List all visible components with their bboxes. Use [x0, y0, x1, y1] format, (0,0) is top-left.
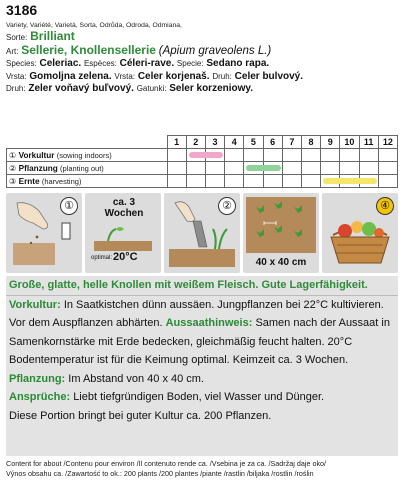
aussaat-line-2: Samenkornstärke mit Erde bedecken, gleichmäßig feucht halten. 20°C [9, 335, 353, 348]
cell [244, 149, 263, 162]
row-number: ① [9, 151, 17, 160]
vorkultur-paragraph [6, 296, 398, 315]
cell [282, 162, 301, 175]
species-value-en: Celeriac. [39, 58, 82, 70]
anspruche-text: Liebt tiefgründigen Boden, viel Wasser und Dünger. [73, 391, 325, 403]
druh-value-sk: Zeler voňavý buľvový. [28, 82, 134, 94]
cell [244, 175, 263, 188]
cell [340, 175, 359, 188]
calendar-table [6, 135, 398, 188]
cell [167, 162, 186, 175]
druh-row [6, 83, 398, 95]
calendar-row-label [7, 162, 168, 175]
cell [378, 175, 397, 188]
sorte-label: Sorte: [6, 33, 28, 42]
row-sub: (sowing indoors) [56, 151, 112, 160]
cell [205, 149, 224, 162]
calendar-row-ernte [7, 175, 398, 188]
vorkultur-heading: Vorkultur: [9, 298, 61, 311]
gatunki-label: Gatunki: [136, 83, 167, 93]
cell [244, 162, 263, 175]
cell [282, 149, 301, 162]
cell [225, 149, 244, 162]
species-label-fr: Espèces: [83, 59, 117, 69]
cell [340, 162, 359, 175]
calendar-header-row [7, 136, 398, 149]
species-label-it: Specie: [176, 59, 204, 69]
month-1: 1 [167, 136, 186, 149]
art-label: Art: [6, 47, 19, 57]
vrsta-label-2: Vrsta: [114, 71, 136, 81]
pflanzung-paragraph [6, 370, 398, 389]
abhaerten-text: Vor dem Auspflanzen abhärten. [9, 317, 163, 329]
cell [225, 162, 244, 175]
row-number: ② [9, 164, 17, 173]
step-number-2: ② [218, 197, 236, 215]
cell [186, 175, 205, 188]
calendar-row-label [7, 175, 168, 188]
month-5: 5 [244, 136, 263, 149]
footer-line-2: Výnos obsahu ca. /Zawartość to ok.: 200 plants /200 plantes /piante /rastlin /biljaka /rostlin /roślin [6, 469, 314, 478]
cell [225, 175, 244, 188]
row-sub: (harvesting) [41, 177, 82, 186]
instructions [6, 276, 398, 456]
illustration-panels [6, 193, 398, 273]
druh-label-sk: Druh: [6, 83, 26, 93]
calendar-row-pflanzung [7, 162, 398, 175]
optimal-temperature: 20°C [113, 251, 138, 263]
cell [282, 175, 301, 188]
druh-label-cz: Druh: [212, 71, 232, 81]
abhaerten-paragraph [6, 314, 398, 333]
anspruche-heading: Ansprüche: [9, 391, 71, 403]
calendar-row-vorkultur [7, 149, 398, 162]
intro-text [6, 276, 398, 295]
calendar-corner [7, 136, 168, 149]
cell [301, 149, 320, 162]
pflanzung-heading: Pflanzung: [9, 372, 66, 385]
cell [167, 175, 186, 188]
spacing-value: 40 x 40 cm [255, 257, 307, 268]
pflanzung-text: Im Abstand von 40 x 40 cm. [68, 372, 205, 385]
cell [186, 162, 205, 175]
month-9: 9 [321, 136, 340, 149]
month-6: 6 [263, 136, 282, 149]
vrsta-label-1: Vrsta: [6, 71, 27, 81]
cell [263, 149, 282, 162]
packet-header [6, 2, 398, 95]
cell [340, 149, 359, 162]
panel-planting [164, 193, 240, 273]
row-name: Ernte [18, 177, 40, 186]
art-value: Sellerie, Knollensellerie [21, 43, 156, 58]
vrsta-row [6, 71, 398, 83]
cell [321, 175, 340, 188]
gatunki-value: Seler korzeniowy. [169, 82, 254, 94]
row-name: Vorkultur [18, 151, 55, 160]
month-4: 4 [225, 136, 244, 149]
cell [359, 149, 378, 162]
vrsta-value-2: Celer korjenaš. [137, 70, 210, 82]
vorkultur-text: In Saatkistchen dünn aussäen. Jungpflanzen bei 22°C kultivieren. [63, 298, 384, 311]
footer-line-1: Content for about /Contenu pour environ /Il contenuto rende ca. /Vsebina je za ca. /Sadržaj daje oko/ [6, 459, 327, 468]
intro-bold: Große, glatte, helle Knollen mit weißem Fleisch. Gute Lagerfähigkeit. [9, 279, 368, 291]
month-2: 2 [186, 136, 205, 149]
species-value-it: Sedano rapa. [206, 58, 270, 70]
anspruche-paragraph [6, 388, 398, 407]
sorte-row [6, 30, 398, 44]
month-11: 11 [359, 136, 378, 149]
cell [301, 162, 320, 175]
month-8: 8 [301, 136, 320, 149]
product-code: 3186 [6, 2, 38, 18]
month-12: 12 [378, 136, 397, 149]
art-latin: (Apium graveolens L.) [158, 45, 272, 58]
month-10: 10 [340, 136, 359, 149]
panel-spacing [243, 193, 319, 273]
cell [205, 162, 224, 175]
variety-line: Variety, Variété, Varietà, Sorta, Odrůda, Odroda, Odmiana, [6, 22, 182, 29]
step-number-1: ① [60, 197, 78, 215]
panel-sowing [6, 193, 82, 273]
aussaat-text: Samen nach der Aussaat in [255, 317, 390, 329]
month-3: 3 [205, 136, 224, 149]
cell [321, 149, 340, 162]
vrsta-value-1: Gomoljna zelena. [29, 70, 112, 82]
sorte-value: Brilliant [30, 29, 75, 43]
row-number: ③ [9, 177, 17, 186]
species-value-fr: Céleri-rave. [119, 58, 175, 70]
cell [186, 149, 205, 162]
cell [263, 162, 282, 175]
footer [6, 459, 398, 479]
aussaat-line-3: Bodentemperatur ist für die Keimung optimal. Keimzeit ca. 3 Wochen. [9, 354, 349, 366]
cell [263, 175, 282, 188]
cell [301, 175, 320, 188]
row-sub: (planting out) [60, 164, 104, 173]
germination-time: ca. 3 Wochen [104, 197, 144, 219]
month-7: 7 [282, 136, 301, 149]
growing-calendar [6, 135, 398, 188]
calendar-row-label [7, 149, 168, 162]
panel-germination [85, 193, 161, 273]
cell [321, 162, 340, 175]
step-number-4: ④ [376, 197, 394, 215]
species-row [6, 58, 398, 70]
portion-text: Diese Portion bringt bei guter Kultur ca. 200 Pflanzen. [9, 409, 272, 422]
row-name: Pflanzung [18, 164, 58, 173]
optimal-label: optimal: [91, 255, 113, 261]
cell [167, 149, 186, 162]
species-label-en: Species: [6, 59, 37, 69]
druh-value-cz: Celer bulvový. [234, 70, 304, 82]
cell [378, 149, 397, 162]
cell [359, 162, 378, 175]
art-row [6, 44, 398, 58]
aussaat-heading: Aussaathinweis: [165, 317, 253, 329]
cell [378, 162, 397, 175]
cell [359, 175, 378, 188]
cell [205, 175, 224, 188]
panel-harvest [322, 193, 398, 273]
